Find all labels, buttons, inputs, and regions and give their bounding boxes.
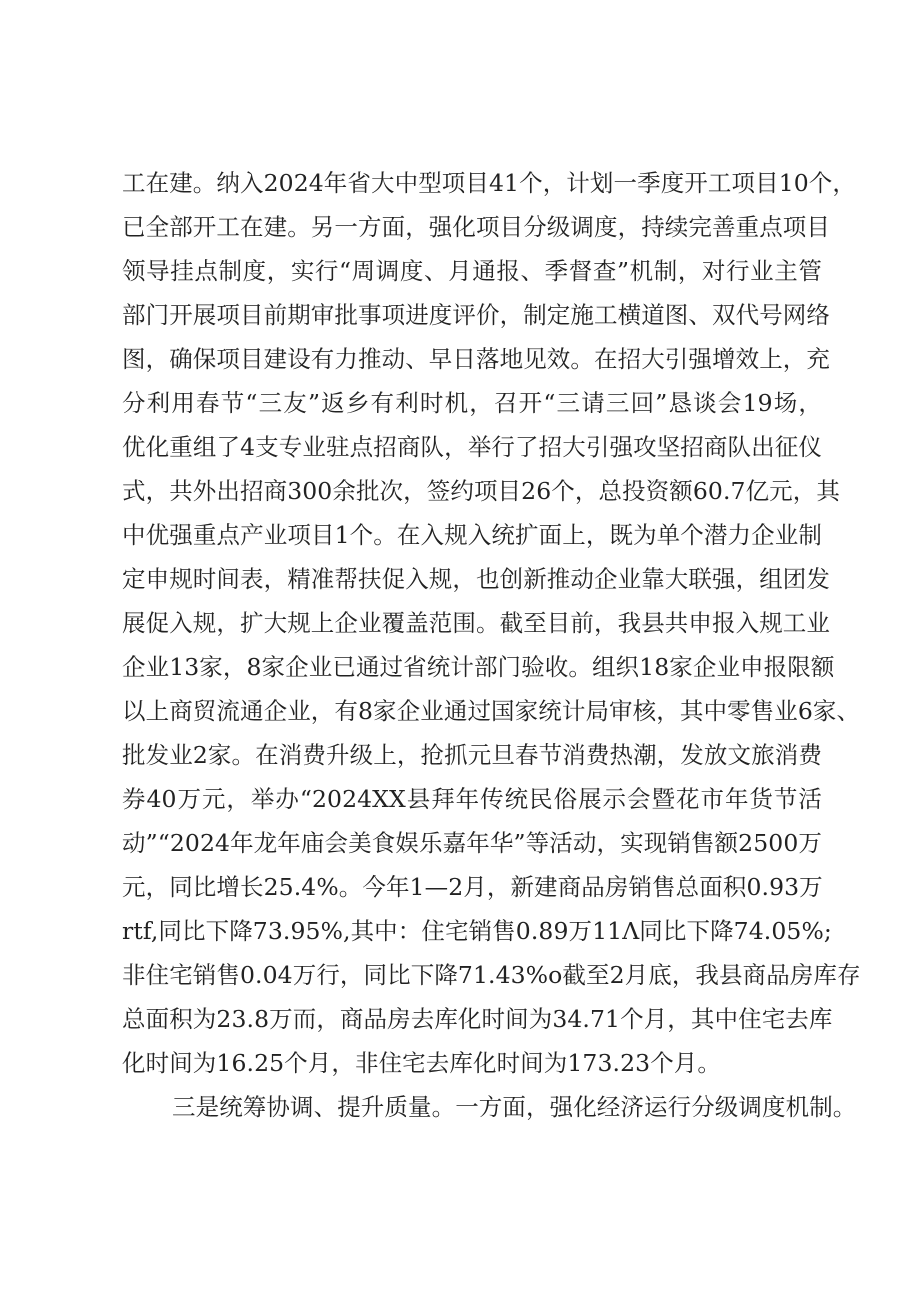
paragraph-line: 企业13家，8家企业已通过省统计部门验收。组织18家企业申报限额 bbox=[122, 653, 835, 681]
paragraph-line: rtf,同比下降73.95%,其中：住宅销售0.89万11Λ同比下降74.05%; bbox=[122, 917, 832, 945]
paragraph-line: 券40万元，举办“2024XX县拜年传统民俗展示会暨花市年货节活 bbox=[122, 785, 822, 813]
paragraph-line: 批发业2家。在消费升级上，抢抓元旦春节消费热潮，发放文旅消费 bbox=[122, 741, 822, 769]
paragraph-line: 中优强重点产业项目1个。在入规入统扩面上，既为单个潜力企业制 bbox=[122, 521, 822, 549]
paragraph-line: 图，确保项目建设有力推动、早日落地见效。在招大引强增效上，充 bbox=[122, 345, 830, 373]
paragraph-line: 展促入规，扩大规上企业覆盖范围。截至目前，我县共申报入规工业 bbox=[122, 609, 830, 637]
paragraph-line: 总面积为23.8万而，商品房去库化时间为34.71个月，其中住宅去库 bbox=[122, 1005, 833, 1033]
paragraph-line: 动”“2024年龙年庙会美食娱乐嘉年华”等活动，实现销售额2500万 bbox=[122, 829, 822, 857]
paragraph-line: 部门开展项目前期审批事项进度评价，制定施工横道图、双代号网络 bbox=[122, 301, 830, 329]
paragraph-line: 化时间为16.25个月，非住宅去库化时间为173.23个月。 bbox=[122, 1049, 722, 1077]
paragraph-line: 分利用春节“三友”返乡有利时机，召开“三请三回”恳谈会19场， bbox=[122, 389, 822, 417]
paragraph-line: 以上商贸流通企业，有8家企业通过国家统计局审核，其中零售业6家、 bbox=[122, 697, 861, 725]
paragraph-line: 三是统筹协调、提升质量。一方面，强化经济运行分级调度机制。 bbox=[172, 1093, 857, 1121]
paragraph-line: 优化重组了4支专业驻点招商队，举行了招大引强攻坚招商队出征仪 bbox=[122, 433, 822, 461]
paragraph-line: 元，同比增长25.4%。今年1—2月，新建商品房销售总面积0.93万 bbox=[122, 873, 823, 901]
paragraph-line: 式，共外出招商300余批次，签约项目26个，总投资额60.7亿元，其 bbox=[122, 477, 840, 505]
paragraph-line: 领导挂点制度，实行“周调度、月通报、季督查”机制，对行业主管 bbox=[122, 257, 822, 285]
paragraph-line: 已全部开工在建。另一方面，强化项目分级调度，持续完善重点项目 bbox=[122, 213, 830, 241]
paragraph-line: 工在建。纳入2024年省大中型项目41个，计划一季度开工项目10个， bbox=[122, 169, 857, 197]
paragraph-line: 定申规时间表，精准帮扶促入规，也创新推动企业靠大联强，组团发 bbox=[122, 565, 830, 593]
paragraph-line: 非住宅销售0.04万行，同比下降71.43%o截至2月底，我县商品房库存 bbox=[122, 961, 861, 989]
